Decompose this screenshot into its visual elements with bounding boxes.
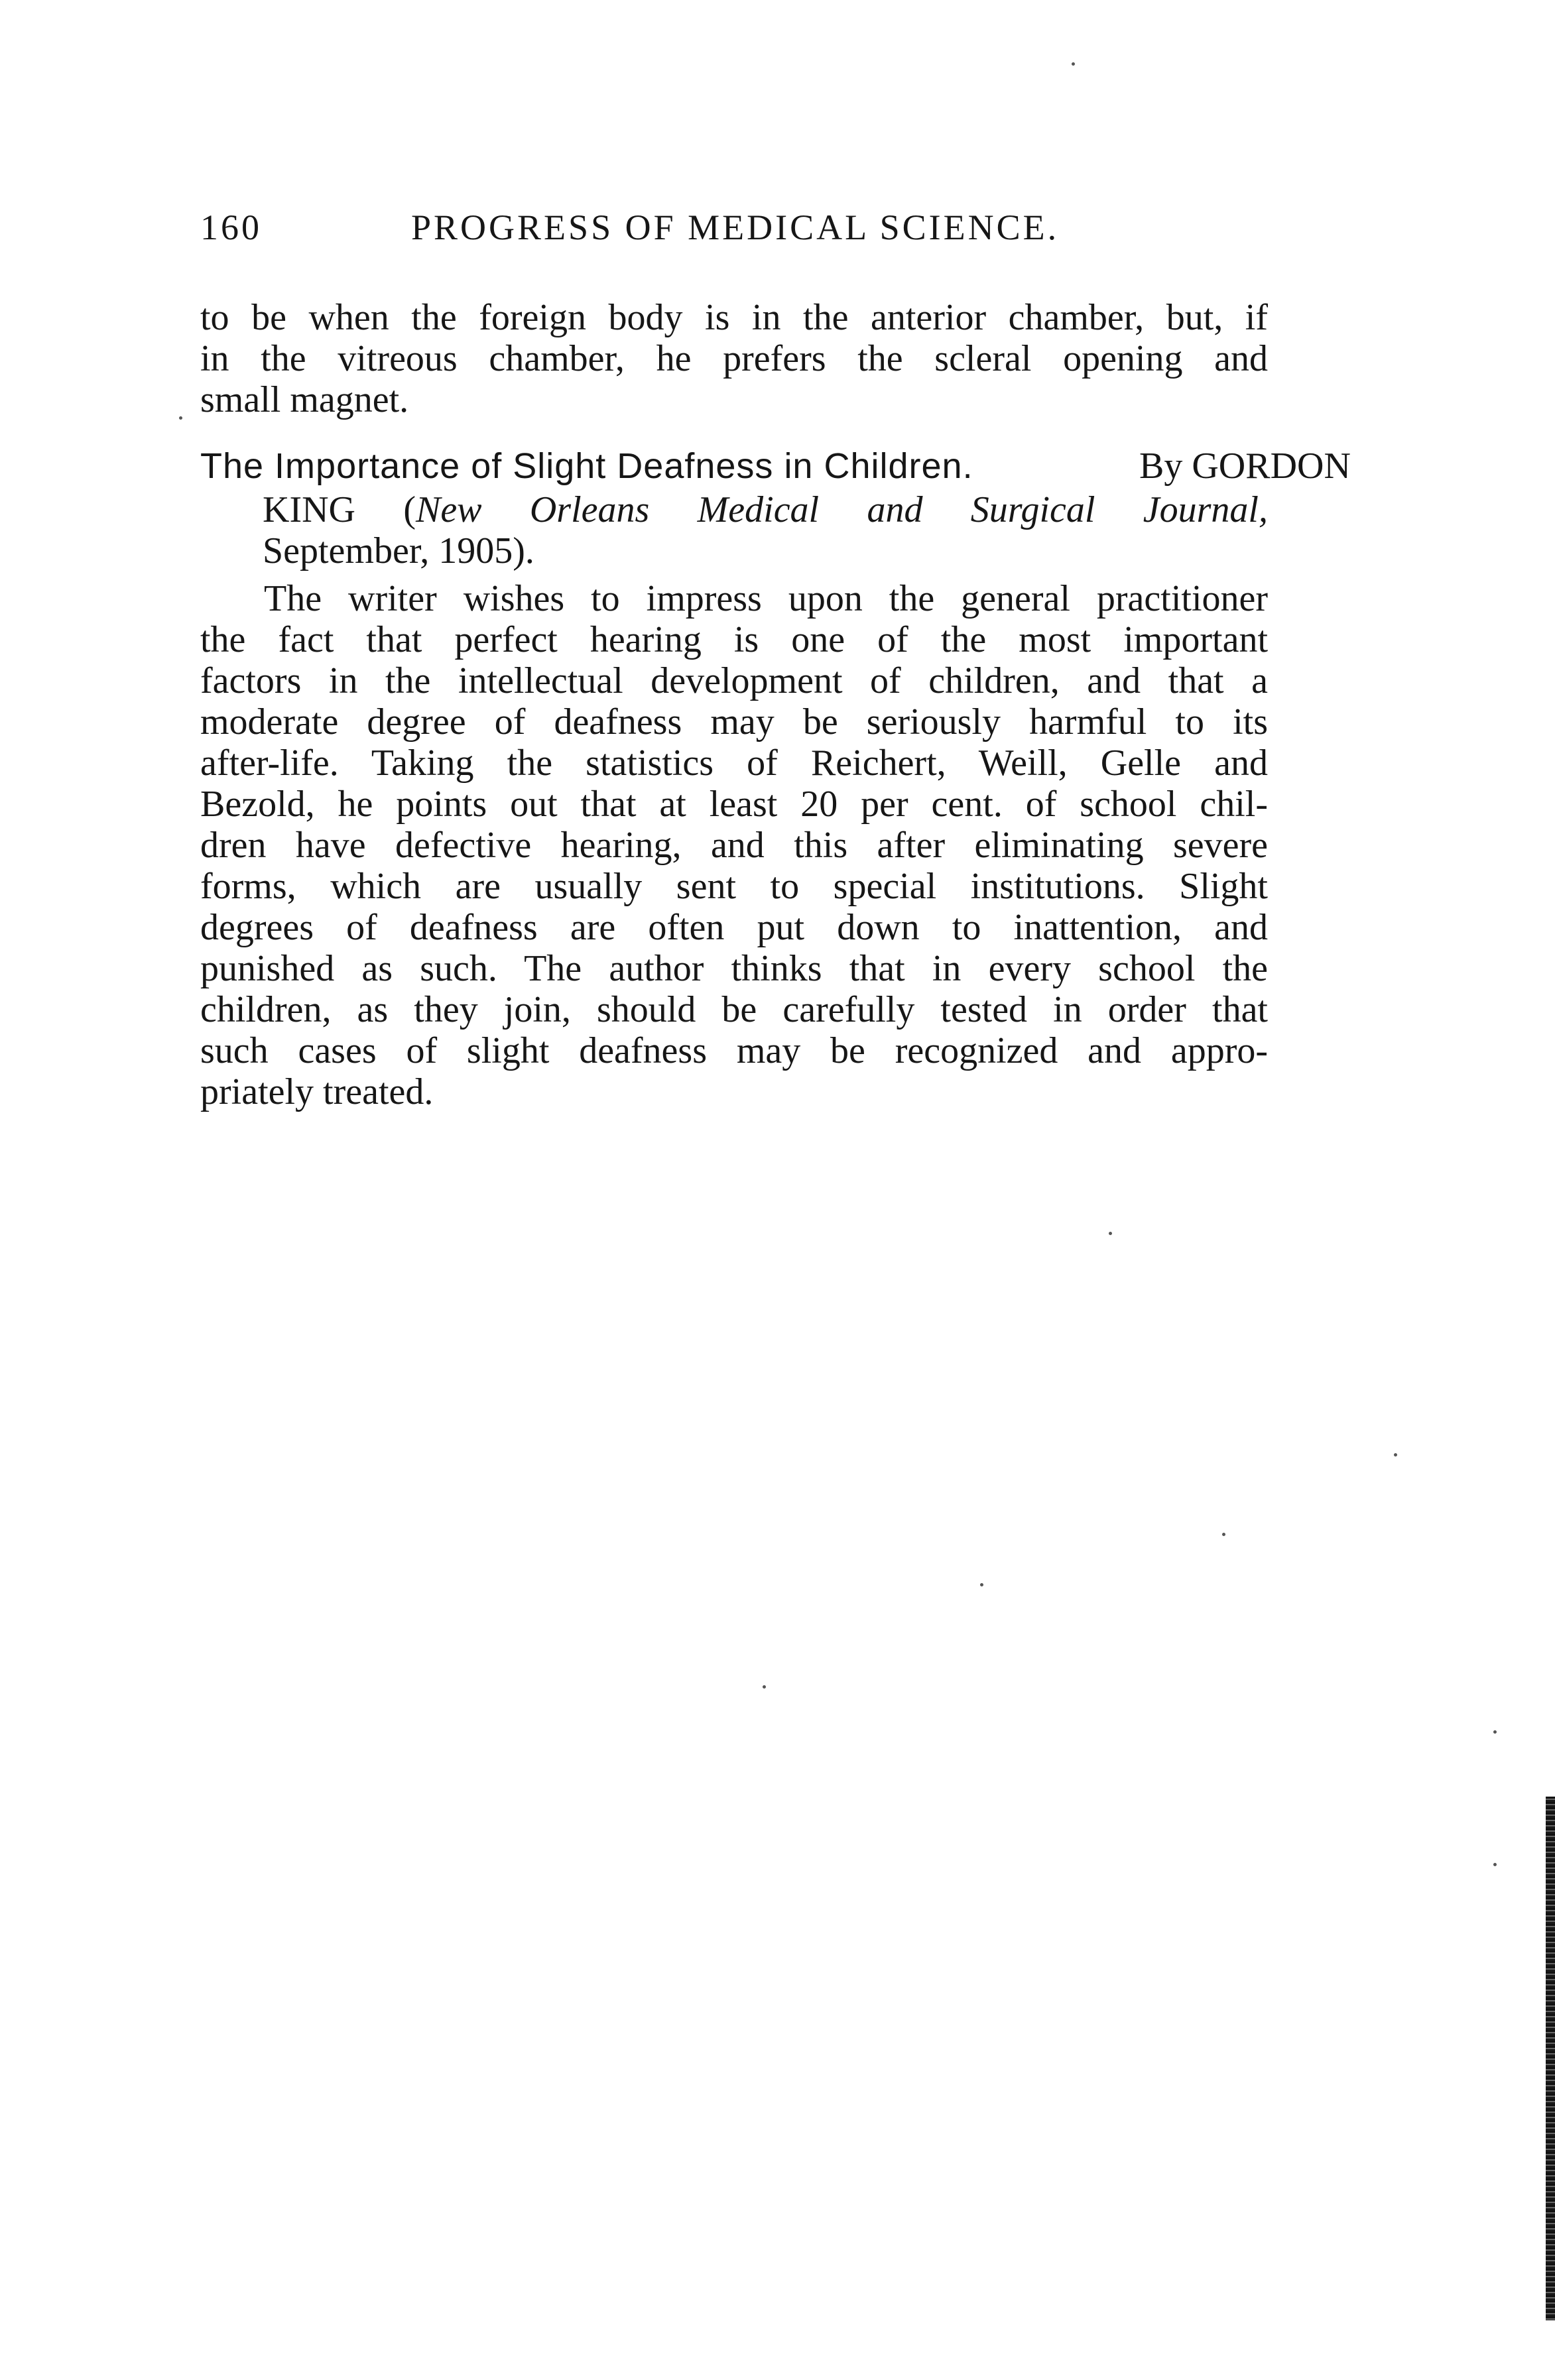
continuation-line-3: small magnet. <box>200 379 409 420</box>
scan-speck <box>980 1583 983 1586</box>
body-line-2: the fact that perfect hearing is one of the most important <box>200 619 1268 660</box>
body-line-8: forms, which are usually sent to special institutions. Slight <box>200 866 1268 907</box>
page-number: 160 <box>200 208 262 247</box>
article-title: The Importance of Slight Deafness in Children. <box>200 446 973 486</box>
body-line-4: moderate degree of deafness may be seriously harmful to its <box>200 701 1268 743</box>
scan-speck <box>763 1685 766 1689</box>
scan-speck <box>1493 1863 1497 1866</box>
scan-speck <box>1109 1232 1112 1235</box>
scan-edge-texture <box>1546 1797 1555 2320</box>
citation-date: September, 1905). <box>263 530 534 571</box>
author-line <box>1139 443 1351 489</box>
article-title-line <box>200 443 1268 489</box>
scan-speck <box>179 416 182 420</box>
body-line-10: punished as such. The author thinks that in every school the <box>200 948 1268 989</box>
body-line-3: factors in the intellectual development of children, and that a <box>200 660 1268 701</box>
page-header <box>200 207 1115 253</box>
body-line-12: such cases of slight deafness may be recognized and appro- <box>200 1030 1268 1071</box>
continuation-line-2: in the vitreous chamber, he prefers the scleral opening and <box>200 338 1268 379</box>
body-line-5: after-life. Taking the statistics of Reichert, Weill, Gelle and <box>200 743 1268 784</box>
body-line-6: Bezold, he points out that at least 20 per cent. of school chil- <box>200 784 1268 825</box>
body-line-1: The writer wishes to impress upon the general practitioner <box>264 578 1268 619</box>
body-line-9: degrees of deafness are often put down to inattention, and <box>200 907 1268 948</box>
scan-speck <box>1493 1730 1497 1734</box>
citation-line-1: KING (New Orleans Medical and Surgical Journal, <box>263 489 1268 530</box>
body-line-7: dren have defective hearing, and this after eliminating severe <box>200 825 1268 866</box>
author-prefix: By <box>1139 446 1183 487</box>
scan-speck <box>1394 1453 1397 1457</box>
journal-name: New Orleans Medical and Surgical Journal, <box>415 489 1268 530</box>
scan-speck <box>1072 62 1075 66</box>
scan-speck <box>1222 1533 1225 1536</box>
author-last-name: KING <box>263 489 355 530</box>
running-head: PROGRESS OF MEDICAL SCIENCE. <box>411 208 1060 247</box>
body-line-11: children, as they join, should be carefully tested in order that <box>200 989 1268 1030</box>
author-first-name: GORDON <box>1192 446 1351 487</box>
continuation-line-1: to be when the foreign body is in the anterior chamber, but, if <box>200 297 1268 338</box>
body-line-13: priately treated. <box>200 1071 434 1112</box>
